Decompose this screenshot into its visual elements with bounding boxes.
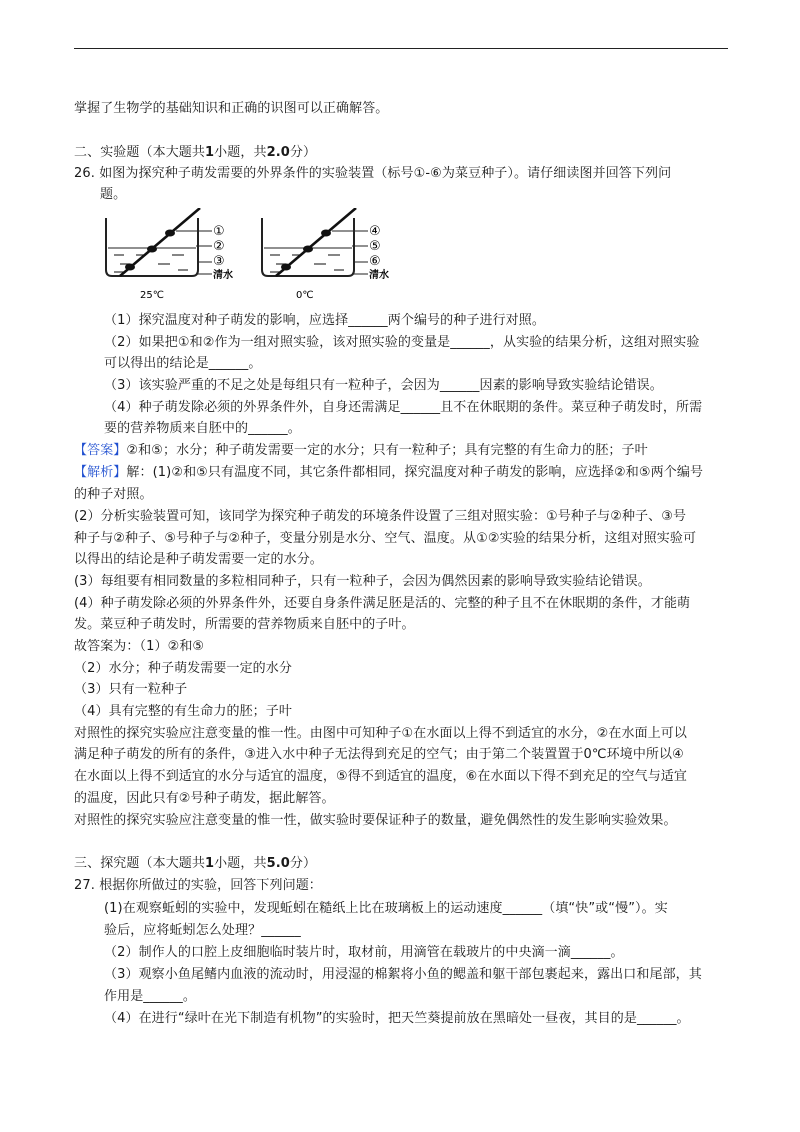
section-3-prefix: 三、探究题（本大题共 xyxy=(74,856,206,871)
q27-sub3-line2: 作用是______。 xyxy=(104,989,196,1004)
seed-5 xyxy=(303,246,313,253)
q26-final-label: 故答案为：（1）②和⑤ xyxy=(74,639,205,654)
q26-final-2: （2）水分；种子萌发需要一定的水分 xyxy=(74,661,292,676)
analysis-tag: 【解析】 xyxy=(74,465,127,480)
section-2-heading xyxy=(74,144,316,162)
seed-1 xyxy=(165,230,175,237)
q26-answer xyxy=(74,442,648,460)
left-water-label: 清水 xyxy=(213,270,233,281)
q26-analysis-line2: 的种子对照。 xyxy=(74,487,153,502)
q26-summary-line4: 的温度，因此只有②号种子萌发，据此解答。 xyxy=(74,791,335,806)
q26-stem-line2: 题。 xyxy=(100,187,127,202)
q26-analysis-line1 xyxy=(74,464,703,482)
q26-sub4-line2: 要的营养物质来自胚中的______。 xyxy=(104,421,301,436)
section-2-mid: 小题，共 xyxy=(214,145,267,160)
label-1: ① xyxy=(213,224,225,239)
section-2-count: 1 xyxy=(205,145,215,160)
q26-analysis-line5: 以得出的结论是种子萌发需要一定的水分。 xyxy=(74,552,323,567)
section-2-score: 2.0 xyxy=(266,145,290,160)
label-4: ④ xyxy=(369,224,381,239)
answer-tag: 【答案】 xyxy=(74,443,127,458)
q26-sub1: （1）探究温度对种子萌发的影响，应选择______两个编号的种子进行对照。 xyxy=(104,313,545,328)
q26-sub2-line2: 可以得出的结论是______。 xyxy=(104,356,262,371)
q26-summary-line2: 满足种子萌发的所有的条件，③进入水中种子无法得到充足的空气；由于第二个装置置于0℃环境中所以④ xyxy=(74,747,684,762)
label-2: ② xyxy=(213,239,225,254)
seed-germination-figure xyxy=(100,208,410,308)
right-temperature: 0℃ xyxy=(296,290,314,301)
analysis-text-1: 解：(1)②和⑤只有温度不同，其它条件都相同，探究温度对种子萌发的影响，应选择②和⑤两个编号 xyxy=(126,465,704,480)
q26-analysis-line8: 发。菜豆种子萌发时，所需要的营养物质来自胚中的子叶。 xyxy=(74,617,415,632)
section-3-count: 1 xyxy=(205,856,215,871)
q26-summary-line1: 对照性的探究实验应注意变量的惟一性。由图中可知种子①在水面以上得不到适宜的水分，②在水面上可以 xyxy=(74,726,688,741)
q27-sub3-line1: （3）观察小鱼尾鳍内血液的流动时，用浸湿的棉絮将小鱼的鳃盖和躯干部包裹起来，露出口和尾部，其 xyxy=(104,967,702,982)
seed-3 xyxy=(125,264,135,271)
section-3-score: 5.0 xyxy=(266,856,290,871)
q26-analysis-line4: 种子与②种子、⑤号种子与②种子，变量分别是水分、空气、温度。从①②实验的结果分析，这组对照实验可 xyxy=(74,531,697,546)
q26-summary-line5: 对照性的探究实验应注意变量的惟一性，做实验时要保证种子的数量，避免偶然性的发生影响实验效果。 xyxy=(74,813,677,828)
seed-4 xyxy=(321,230,331,237)
q27-sub4: （4）在进行“绿叶在光下制造有机物”的实验时，把天竺葵提前放在黑暗处一昼夜，其目的是______。 xyxy=(104,1011,690,1026)
right-beaker xyxy=(262,208,368,276)
q27-sub1-line2: 验后，应将蚯蚓怎么处理？______ xyxy=(104,923,301,938)
q26-sub3: （3）该实验严重的不足之处是每组只有一粒种子，会因为______因素的影响导致实验结论错误。 xyxy=(104,378,663,393)
section-3-heading xyxy=(74,855,316,873)
q26-analysis-line7: (4）种子萌发除必须的外界条件外，还要自身条件满足胚是活的、完整的种子且不在休眠期的条件，才能萌 xyxy=(74,596,691,611)
q27-sub1-line1: (1)在观察蚯蚓的实验中，发现蚯蚓在糙纸上比在玻璃板上的运动速度______（填“快”或“慢”）。实 xyxy=(104,901,668,916)
q27-sub2: （2）制作人的口腔上皮细胞临时装片时，取材前，用滴管在载玻片的中央滴一滴______。 xyxy=(104,945,624,960)
label-3: ③ xyxy=(213,254,225,269)
seed-6 xyxy=(281,264,291,271)
left-temperature: 25℃ xyxy=(140,290,164,301)
left-beaker xyxy=(106,208,212,276)
section-3-suffix: 分） xyxy=(289,856,317,871)
seed-2 xyxy=(147,246,157,253)
answer-text: ②和⑤；水分；种子萌发需要一定的水分；只有一粒种子；具有完整的有生命力的胚；子叶 xyxy=(126,443,648,458)
label-6: ⑥ xyxy=(369,254,381,269)
section-2-suffix: 分） xyxy=(289,145,317,160)
q26-summary-line3: 在水面以上得不到适宜的水分与适宜的温度，⑤得不到适宜的温度，⑥在水面以下得不到充足的空气与适宜 xyxy=(74,769,688,784)
q26-stem-line1: 26. 如图为探究种子萌发需要的外界条件的实验装置（标号①-⑥为菜豆种子）。请仔细读图并回答下列问 xyxy=(74,166,672,181)
q26-sub2-line1: （2）如果把①和②作为一组对照实验，该对照实验的变量是______，从实验的结果分析，这组对照实验 xyxy=(104,335,700,350)
q26-final-3: （3）只有一粒种子 xyxy=(74,682,188,697)
beaker-diagram xyxy=(100,208,410,308)
header-rule xyxy=(74,48,728,49)
q26-sub4-line1: （4）种子萌发除必须的外界条件外，自身还需满足______且不在休眠期的条件。菜豆种子萌发时，所需 xyxy=(104,400,703,415)
intro-text: 掌握了生物学的基础知识和正确的识图可以正确解答。 xyxy=(74,101,389,116)
label-5: ⑤ xyxy=(369,239,381,254)
section-2-prefix: 二、实验题（本大题共 xyxy=(74,145,206,160)
q26-analysis-line6: (3）每组要有相同数量的多粒相同种子，只有一粒种子，会因为偶然因素的影响导致实验结论错误。 xyxy=(74,574,651,589)
q27-stem: 27. 根据你所做过的实验，回答下列问题： xyxy=(74,878,322,893)
right-water-label: 清水 xyxy=(369,270,389,281)
section-3-mid: 小题，共 xyxy=(214,856,267,871)
q26-final-4: （4）具有完整的有生命力的胚；子叶 xyxy=(74,704,292,719)
q26-analysis-line3: (2）分析实验装置可知，该同学为探究种子萌发的环境条件设置了三组对照实验：①号种子与②种子、③号 xyxy=(74,509,687,524)
